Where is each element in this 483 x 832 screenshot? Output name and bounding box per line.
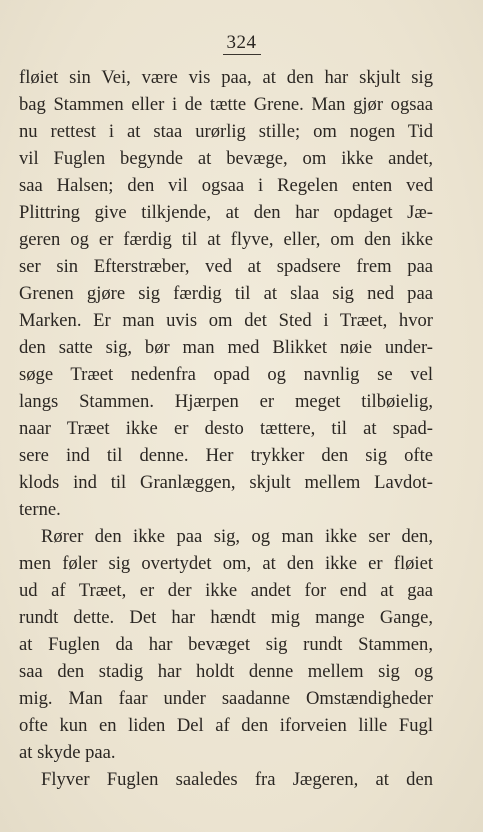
text-line: Grenen gjøre sig færdig til at slaa sig ned paa — [19, 283, 433, 304]
text-line: langs Stammen. Hjærpen er meget tilbøielig, — [19, 391, 433, 412]
text-line: Marken. Er man uvis om det Sted i Træet, hvor — [19, 310, 433, 331]
text-line: Rører den ikke paa sig, og man ikke ser den, — [41, 526, 433, 547]
text-line: den satte sig, bør man med Blikket nøie under- — [19, 337, 433, 358]
text-line: men føler sig overtydet om, at den ikke er fløiet — [19, 553, 433, 574]
text-line: fløiet sin Vei, være vis paa, at den har skjult sig — [19, 67, 433, 88]
body-text — [19, 64, 433, 793]
text-line: rundt dette. Det har hændt mig mange Gange, — [19, 607, 433, 628]
text-line: terne. — [19, 499, 61, 520]
text-line: geren og er færdig til at flyve, eller, om den ikke — [19, 229, 433, 250]
text-line: sere ind til denne. Her trykker den sig ofte — [19, 445, 433, 466]
page-number: 324 — [0, 32, 483, 55]
text-line: nu rettest i at staa urørlig stille; om nogen Tid — [19, 121, 433, 142]
text-line: vil Fuglen begynde at bevæge, om ikke andet, — [19, 148, 433, 169]
text-line: naar Træet ikke er desto tættere, til at spad- — [19, 418, 433, 439]
text-line: Flyver Fuglen saaledes fra Jægeren, at den — [41, 769, 433, 790]
text-line: saa Halsen; den vil ogsaa i Regelen enten ved — [19, 175, 433, 196]
text-line: saa den stadig har holdt denne mellem sig og — [19, 661, 433, 682]
text-line: ser sin Efterstræber, ved at spadsere frem paa — [19, 256, 433, 277]
text-line: ud af Træet, er der ikke andet for end at gaa — [19, 580, 433, 601]
text-line: at skyde paa. — [19, 742, 116, 763]
text-line: klods ind til Granlæggen, skjult mellem Lavdot- — [19, 472, 433, 493]
text-line: mig. Man faar under saadanne Omstændigheder — [19, 688, 433, 709]
text-line: bag Stammen eller i de tætte Grene. Man gjør ogsaa — [19, 94, 433, 115]
text-line: søge Træet nedenfra opad og navnlig se vel — [19, 364, 433, 385]
text-line: Plittring give tilkjende, at den har opdaget Jæ- — [19, 202, 433, 223]
text-line: ofte kun en liden Del af den iforveien lille Fugl — [19, 715, 433, 736]
text-line: at Fuglen da har bevæget sig rundt Stammen, — [19, 634, 433, 655]
